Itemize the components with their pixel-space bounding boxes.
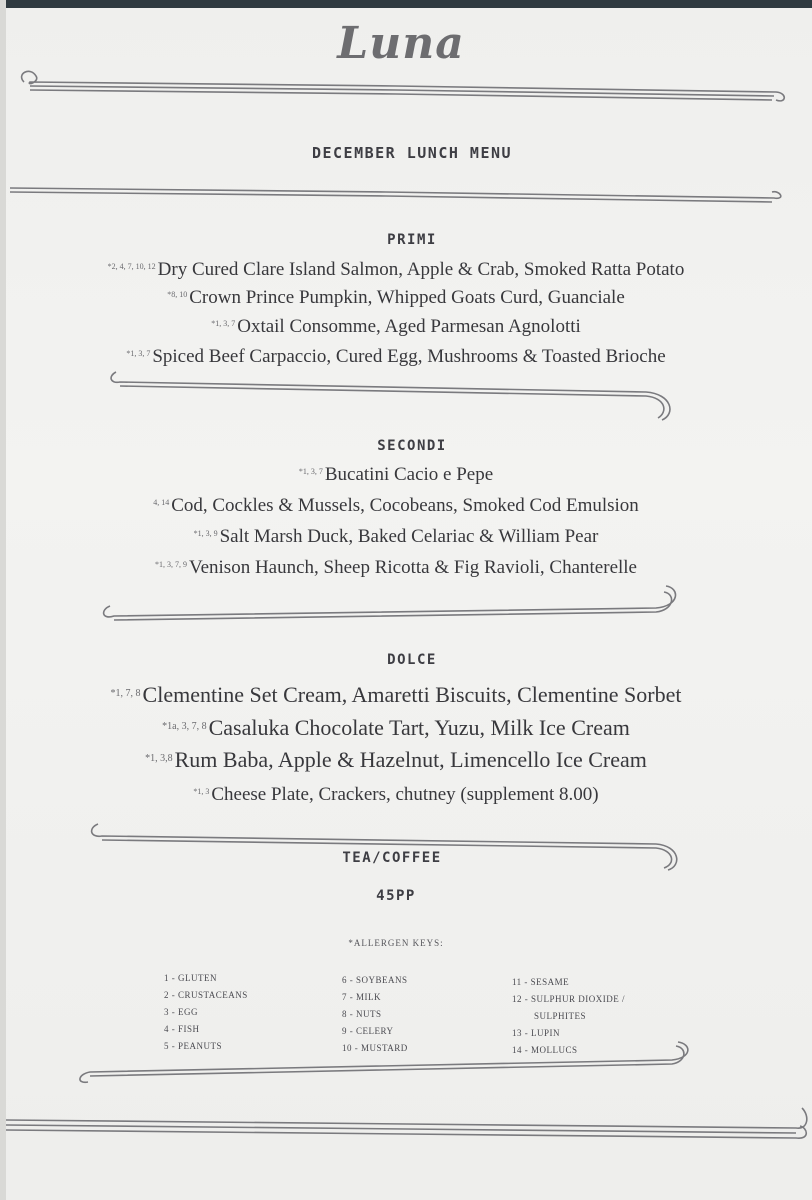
dish-name: Cheese Plate, Crackers, chutney (supplement 8.00) [211,784,599,805]
dish-name: Bucatini Cacio e Pepe [324,464,494,485]
menu-item [6,495,786,517]
allergen-code: 4, 14 [153,498,170,507]
allergen-key: 11 - SESAME [512,977,570,987]
menu-title: DECEMBER LUNCH MENU [311,144,513,162]
dish-name: Rum Baba, Apple & Hazelnut, Limencello Ice Cream [174,747,647,772]
menu-item [6,715,786,741]
allergen-key: 1 - GLUTEN [164,973,217,983]
menu-item [6,526,786,548]
divider-flourish-dolce [86,816,696,876]
allergen-key: 12 - SULPHUR DIOXIDE / [512,994,625,1004]
allergen-key: 6 - SOYBEANS [342,975,408,985]
allergen-code: *2, 4, 7, 10, 12 [107,262,156,271]
allergen-code: *1, 3, 7 [126,349,151,358]
section-title-primi: PRIMI [387,232,437,248]
luna-logo: Luna [337,18,465,69]
menu-page [6,0,812,1200]
allergen-key: 8 - NUTS [342,1009,382,1019]
dish-name: Clementine Set Cream, Amaretti Biscuits, Clementine Sorbet [142,682,682,707]
dish-name: Cod, Cockles & Mussels, Cocobeans, Smoked Cod Emulsion [171,495,639,516]
menu-item [6,747,786,773]
menu-item [6,682,786,708]
price-label: 45PP [376,888,416,904]
dish-name: Dry Cured Clare Island Salmon, Apple & Crab, Smoked Ratta Potato [157,259,685,280]
menu-item [6,557,786,579]
menu-item [6,259,786,281]
allergen-key: 14 - MOLLUCS [512,1045,578,1055]
menu-item [6,784,786,806]
allergen-keys-title: *ALLERGEN KEYS: [348,938,444,948]
allergen-code: *1, 3, 7 [211,319,236,328]
section-title-dolce: DOLCE [387,652,437,668]
allergen-key: 4 - FISH [164,1024,200,1034]
allergen-code: *1, 3, 7, 9 [154,560,187,569]
dish-name: Spiced Beef Carpaccio, Cured Egg, Mushrooms & Toasted Brioche [152,346,666,367]
tea-coffee-label: TEA/COFFEE [342,850,442,866]
allergen-code: *8, 10 [167,290,188,299]
dish-name: Crown Prince Pumpkin, Whipped Goats Curd, Guanciale [189,287,625,308]
section-title-secondi: SECONDI [377,438,447,454]
allergen-key: 9 - CELERY [342,1026,394,1036]
allergen-code: *1, 3, 7 [298,467,323,476]
frame-top-edge [6,0,812,8]
allergen-key: 3 - EGG [164,1007,198,1017]
allergen-code: *1, 3 [193,787,210,796]
menu-item [6,316,786,338]
divider-flourish-top [16,60,786,110]
allergen-key: 2 - CRUSTACEANS [164,990,248,1000]
allergen-code: *1a, 3, 7, 8 [162,721,207,732]
allergen-key: 7 - MILK [342,992,381,1002]
divider-flourish-title [6,180,796,210]
divider-flourish-secondi [96,580,696,630]
dish-name: Casaluka Chocolate Tart, Yuzu, Milk Ice Cream [208,715,630,740]
allergen-key: 13 - LUPIN [512,1028,560,1038]
dish-name: Oxtail Consomme, Aged Parmesan Agnolotti [237,316,581,337]
menu-item [6,287,786,309]
allergen-code: *1, 3, 9 [193,529,218,538]
divider-flourish-primi [106,362,686,432]
allergen-key: SULPHITES [534,1011,587,1021]
menu-item [6,464,786,486]
divider-flourish-bottom [6,1094,812,1144]
allergen-code: *1, 7, 8 [110,688,141,699]
allergen-key: 10 - MUSTARD [342,1043,408,1053]
dish-name: Venison Haunch, Sheep Ricotta & Fig Ravioli, Chanterelle [188,557,637,578]
divider-flourish-allergens [72,1034,702,1094]
allergen-key: 5 - PEANUTS [164,1041,223,1051]
dish-name: Salt Marsh Duck, Baked Celariac & William Pear [219,526,599,547]
allergen-code: *1, 3,8 [145,753,173,764]
